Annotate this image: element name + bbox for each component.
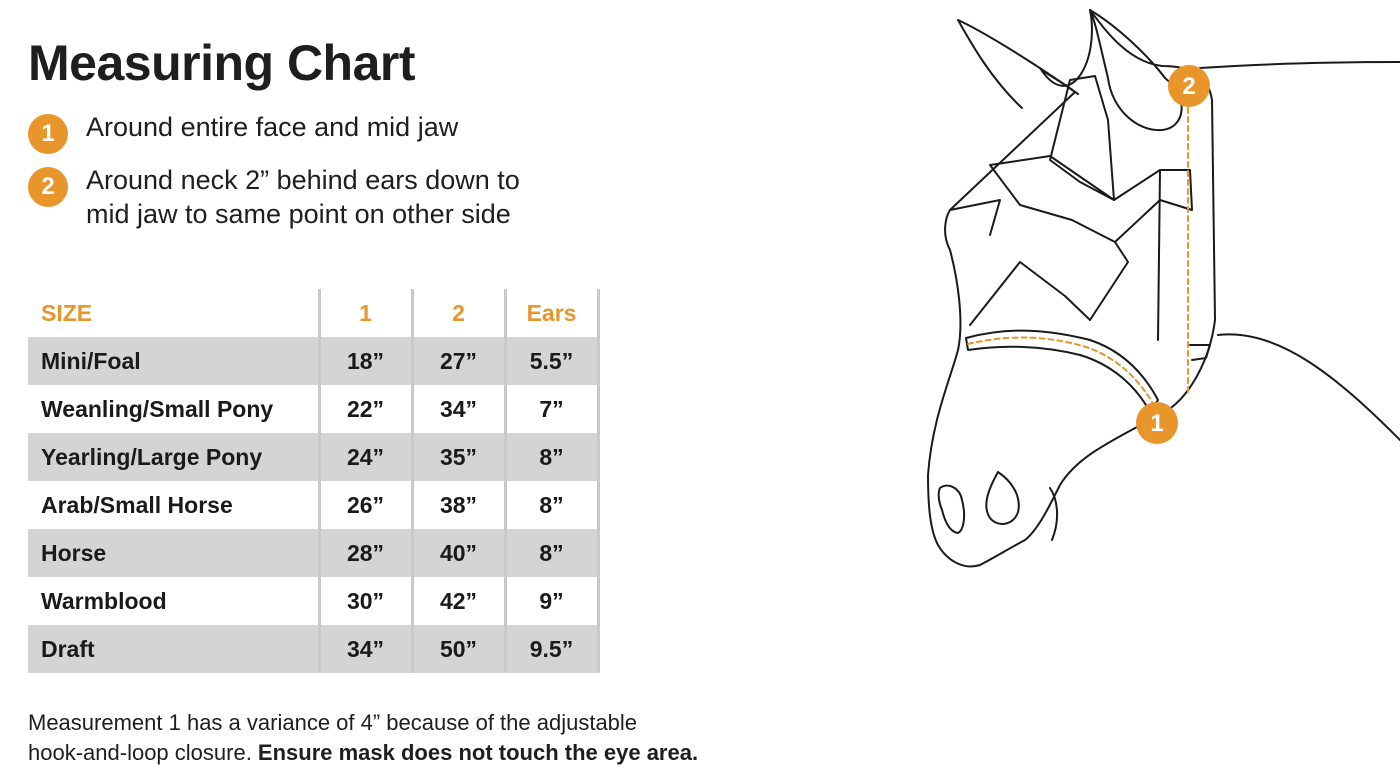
legend-text-2-line-2: mid jaw to same point on other side — [86, 199, 511, 229]
marker-2 — [1168, 65, 1210, 107]
number-badge-1: 1 — [28, 114, 68, 154]
header-measurement-1: 1 — [319, 289, 412, 337]
measurement-1-cell: 34” — [319, 625, 412, 673]
size-name-cell: Mini/Foal — [28, 337, 319, 385]
horse-head-diagram — [900, 0, 1400, 600]
ears-cell: 8” — [505, 433, 598, 481]
size-name-cell: Horse — [28, 529, 319, 577]
size-name-cell: Yearling/Large Pony — [28, 433, 319, 481]
measurement-2-cell: 34” — [412, 385, 505, 433]
eye-area-warning: Ensure mask does not touch the eye area. — [257, 740, 699, 765]
note-line-2 — [28, 738, 828, 768]
page-title: Measuring Chart — [28, 35, 416, 91]
size-name-cell: Weanling/Small Pony — [41, 395, 274, 422]
ears-cell: 5.5” — [505, 337, 598, 385]
neck-top-line — [1200, 62, 1400, 68]
note-line-2-text: hook-and-loop closure. — [28, 740, 258, 765]
table-row — [28, 385, 598, 433]
measurement-2-cell: 35” — [412, 433, 505, 481]
number-badge-2: 2 — [28, 167, 68, 207]
measurement-1-cell: 28” — [319, 529, 412, 577]
measurement-1-cell: 26” — [319, 481, 412, 529]
left-nostril — [939, 486, 964, 533]
size-table — [28, 289, 600, 673]
table-row — [28, 337, 598, 385]
mouth-line — [1050, 488, 1057, 540]
mask-forelock-panel — [1050, 76, 1114, 200]
header-ears: Ears — [505, 289, 598, 337]
ears-cell: 9.5” — [505, 625, 598, 673]
ears-cell: 9” — [505, 577, 598, 625]
measurement-2-cell: 38” — [412, 481, 505, 529]
noseband — [966, 331, 1158, 412]
legend-item-2 — [28, 163, 520, 231]
neck-bottom-line — [1218, 334, 1400, 440]
legend-text-2-line-1: Around neck 2” behind ears down to — [86, 165, 520, 195]
right-nostril — [986, 472, 1018, 524]
ears-cell: 8” — [505, 481, 598, 529]
measurement-1-cell: 30” — [319, 577, 412, 625]
mask-side-line — [1190, 345, 1210, 360]
table-row — [28, 529, 598, 577]
legend-text-2 — [86, 163, 520, 231]
mask-eye-line — [950, 200, 1000, 235]
ears-cell: 7” — [505, 385, 598, 433]
mask-cheek-panel — [970, 170, 1160, 340]
table-row — [28, 433, 598, 481]
measurement-2-cell: 42” — [412, 577, 505, 625]
marker-2-label: 2 — [1182, 73, 1196, 100]
measurement-1-cell: 18” — [319, 337, 412, 385]
size-name-cell: Warmblood — [41, 587, 167, 614]
header-measurement-2: 2 — [412, 289, 505, 337]
size-name-cell: Draft — [28, 625, 319, 673]
mask-forehead-panel — [990, 156, 1192, 242]
legend-item-1 — [28, 110, 458, 154]
marker-1 — [1136, 402, 1178, 444]
note-line-1: Measurement 1 has a variance of 4” because of the adjustable — [28, 710, 638, 735]
variance-note — [28, 708, 828, 768]
measurement-2-cell: 40” — [412, 529, 505, 577]
measurement-1-cell: 24” — [319, 433, 412, 481]
measurement-1-cell: 22” — [319, 385, 412, 433]
marker-1-label: 1 — [1150, 410, 1164, 437]
measurement-2-cell: 50” — [412, 625, 505, 673]
table-row — [28, 577, 598, 625]
size-name-cell: Arab/Small Horse — [41, 491, 233, 518]
ears-cell: 8” — [505, 529, 598, 577]
header-size: SIZE — [41, 299, 93, 326]
left-ear — [958, 20, 1078, 108]
table-header-row — [28, 289, 598, 337]
legend-text-1: Around entire face and mid jaw — [86, 112, 459, 142]
table-row — [28, 625, 598, 673]
measurement-2-cell: 27” — [412, 337, 505, 385]
table-row — [28, 481, 598, 529]
